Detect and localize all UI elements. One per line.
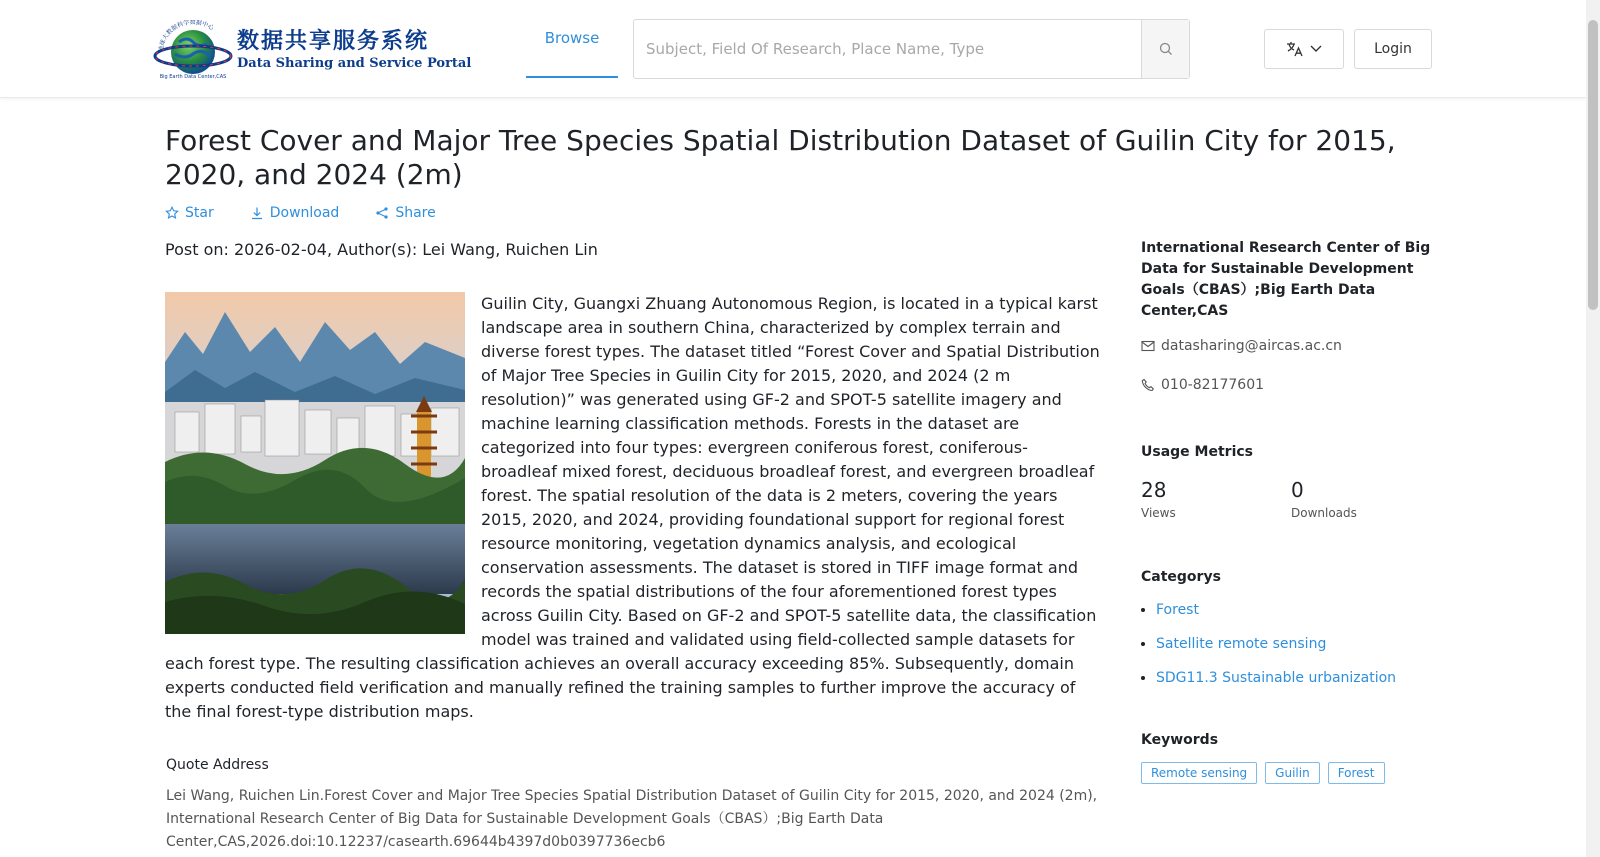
keywords-title: Keywords: [1141, 732, 1219, 748]
site-logo[interactable]: [153, 20, 471, 80]
category-item[interactable]: [1141, 636, 1326, 652]
search-icon: [1159, 42, 1173, 56]
top-header: [0, 0, 1586, 98]
keyword-tag[interactable]: Forest: [1328, 762, 1385, 784]
email-text: datasharing@aircas.ac.cn: [1161, 338, 1342, 354]
language-switch-button[interactable]: [1264, 29, 1344, 69]
chevron-down-icon: [1310, 45, 1322, 53]
downloads-count: 0: [1291, 478, 1304, 502]
categories-title: Categorys: [1141, 569, 1221, 585]
keyword-tag[interactable]: Guilin: [1265, 762, 1320, 784]
download-icon: [250, 206, 264, 220]
logo-title-cn: 数据共享服务系统: [237, 28, 430, 54]
contact-email[interactable]: [1141, 338, 1342, 354]
share-label: Share: [395, 205, 436, 221]
dataset-description: Guilin City, Guangxi Zhuang Autonomous Region, is located in a typical karst landscape area in southern China, characterized by complex terrain and diverse forest types. The dataset titled “Forest Cover and Spatial Distribution of Major Tree Species in Guilin City for 2015, 2020, and 2024 (2 m resolution)” was generated using GF-2 and SPOT-5 satellite imagery and machine learning classification methods. Forests in the dataset are categorized into four types: evergreen coniferous forest, coniferous-broadleaf mixed forest, deciduous broadleaf forest, and evergreen broadleaf forest. The spatial resolution of the data is 2 meters, covering the years 2015, 2020, and 2024, providing foundational support for regional forest resource monitoring, vegetation dynamics analysis, and ecological conservation assessments. The dataset is stored in TIFF image format and records the spatial distributions of the four aforementioned forest types across Guilin City. Based on GF-2 and SPOT-5 satellite data, the classification model was trained and validated using field-collected sample datasets for each forest type. The resulting classification achieves an overall accuracy exceeding 85%. Subsequently, domain experts conducted field verification and manually refined the training samples to further improve the accuracy of the final forest-type distribution maps.: [165, 294, 1100, 721]
mail-icon: [1141, 340, 1155, 352]
downloads-metric: [1291, 478, 1357, 520]
dataset-sidebar: [1141, 238, 1441, 780]
dataset-cover-image: [165, 292, 465, 634]
views-count: 28: [1141, 478, 1167, 502]
scrollbar-thumb[interactable]: [1588, 20, 1598, 310]
download-button[interactable]: [250, 205, 340, 221]
star-label: Star: [185, 205, 214, 221]
seal-arc-text: 地球大数据科学数据中心: [157, 20, 216, 53]
category-label: SDG11.3 Sustainable urbanization: [1156, 670, 1397, 686]
login-button[interactable]: Login: [1354, 29, 1432, 69]
star-icon: [165, 206, 179, 220]
downloads-label: Downloads: [1291, 506, 1357, 520]
views-metric: [1141, 478, 1176, 520]
category-label: Satellite remote sensing: [1156, 636, 1327, 652]
usage-metrics-title: Usage Metrics: [1141, 444, 1253, 460]
phone-text: 010-82177601: [1161, 377, 1265, 393]
contact-phone: [1141, 377, 1264, 393]
search-input[interactable]: [634, 20, 1141, 78]
download-label: Download: [269, 205, 340, 221]
logo-title-en: Data Sharing and Service Portal: [237, 56, 472, 71]
dataset-actions: [165, 205, 472, 221]
seal-en-text: Big Earth Data Center,CAS: [159, 74, 227, 80]
translate-icon: [1286, 41, 1304, 57]
phone-icon: [1141, 378, 1155, 392]
globe-logo-icon: [153, 20, 233, 80]
star-button[interactable]: [165, 205, 214, 221]
logo-text: [237, 27, 471, 73]
category-item[interactable]: [1141, 670, 1396, 686]
organization-name: International Research Center of Big Data for Sustainable Development Goals（CBAS）;Big Earth Data Center,CAS: [1141, 240, 1431, 319]
page-title: Forest Cover and Major Tree Species Spatial Distribution Dataset of Guilin City for 2015, 2020, and 2024 (2m): [165, 124, 1396, 191]
keyword-tag[interactable]: Remote sensing: [1141, 762, 1257, 784]
quote-address-label: Quote Address: [166, 757, 269, 773]
nav-browse-tab[interactable]: Browse: [526, 0, 618, 78]
views-label: Views: [1141, 506, 1176, 520]
share-button[interactable]: [375, 205, 435, 221]
search-box: [633, 19, 1190, 79]
search-button[interactable]: [1141, 20, 1189, 78]
post-info: Post on: 2026-02-04, Author(s): Lei Wang, Ruichen Lin: [165, 240, 598, 259]
category-label: Forest: [1156, 602, 1199, 618]
share-icon: [375, 206, 389, 220]
dataset-description-area: [165, 292, 1101, 724]
quote-address-text: Lei Wang, Ruichen Lin.Forest Cover and Major Tree Species Spatial Distribution Dataset of Guilin City for 2015, 2020, and 2024 (2m), International Research Center of Big Data for Sustainable Development Goals（CBAS）;Big Earth Data Center,CAS,2026.doi:10.12237/casearth.69644b4397d0b0397736ecb6: [166, 788, 1098, 850]
keyword-list: [1141, 762, 1385, 784]
category-item[interactable]: [1141, 602, 1199, 618]
